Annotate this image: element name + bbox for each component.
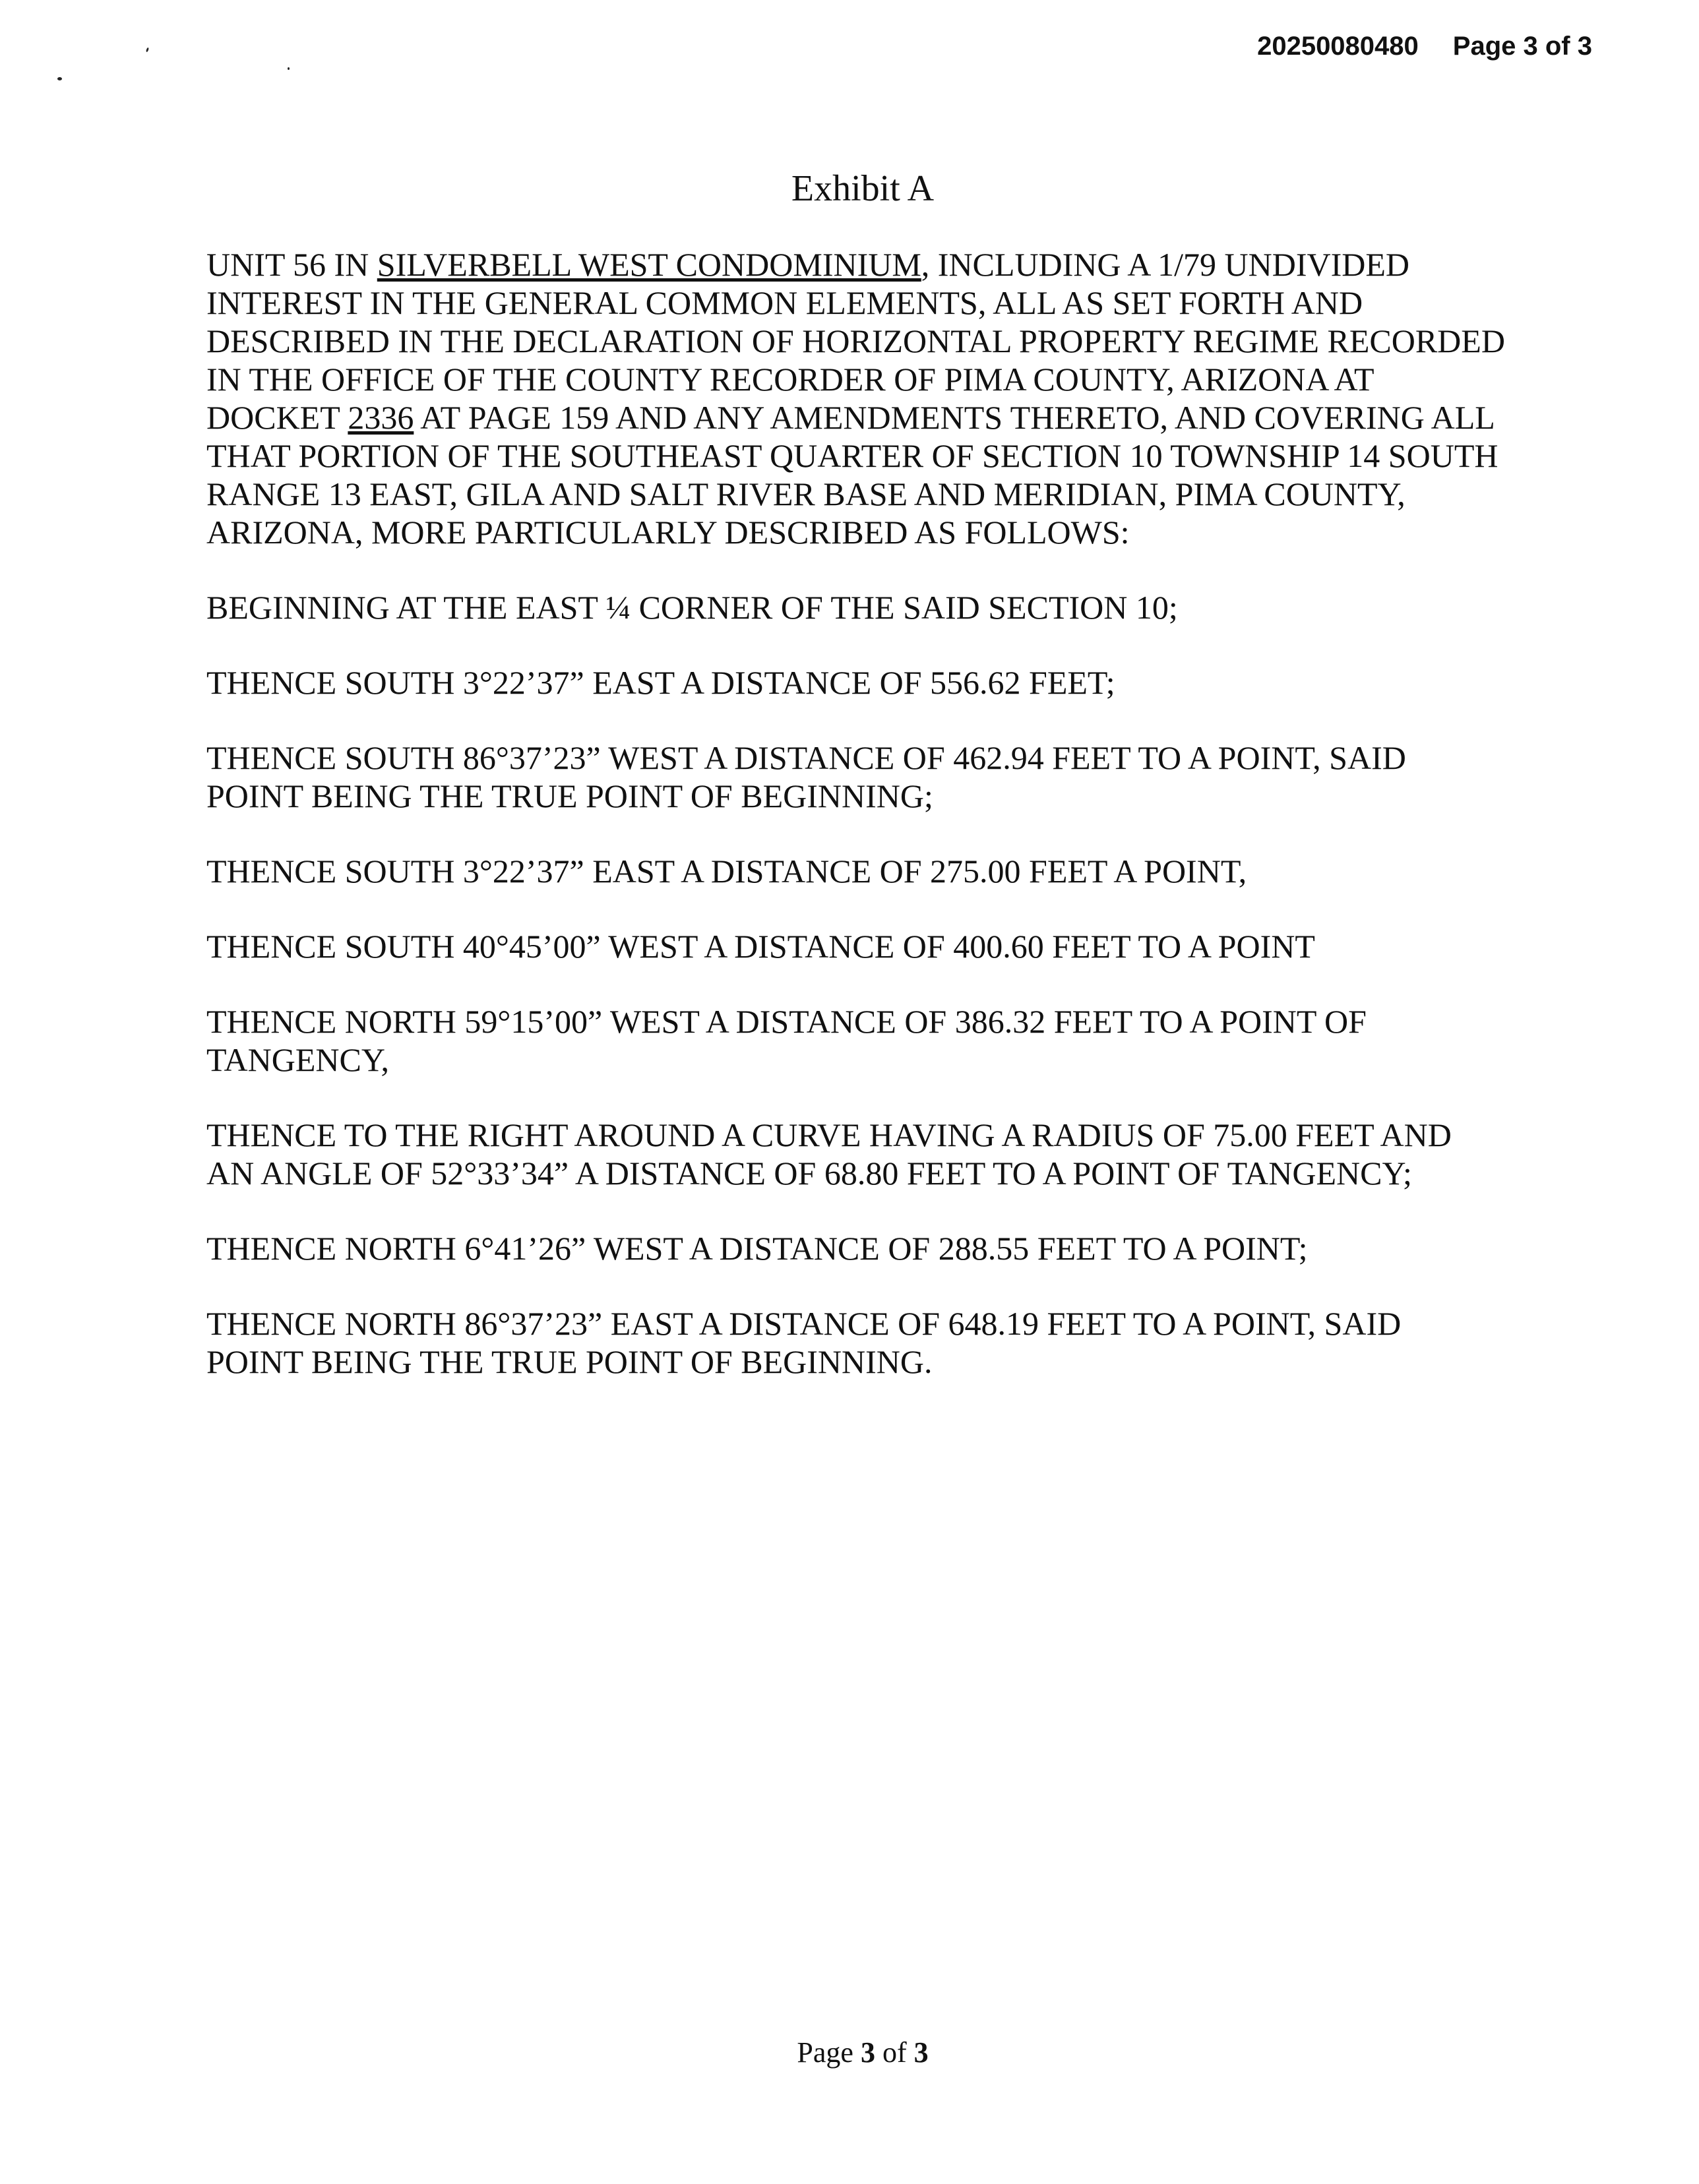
course-line: TANGENCY, [206,1041,390,1078]
course-line: THENCE NORTH 86°37’23” EAST A DISTANCE OF 648.19 FEET TO A POINT, SAID [206,1305,1402,1342]
intro-line: ARIZONA, MORE PARTICULARLY DESCRIBED AS FOLLOWS: [206,514,1130,551]
intro-line: THAT PORTION OF THE SOUTHEAST QUARTER OF SECTION 10 TOWNSHIP 14 SOUTH [206,437,1498,474]
course-paragraph [206,739,1539,815]
course-list [206,588,1539,1381]
intro-line: DESCRIBED IN THE DECLARATION OF HORIZONTAL PROPERTY REGIME RECORDED [206,322,1505,359]
course-paragraph [206,927,1539,965]
intro-line [206,245,1539,284]
course-line: THENCE SOUTH 40°45’00” WEST A DISTANCE OF 400.60 FEET TO A POINT [206,928,1315,965]
page-footer [0,2036,1699,2069]
course-paragraph [206,1002,1539,1079]
footer-of-word: of [875,2036,914,2069]
intro-line: IN THE OFFICE OF THE COUNTY RECORDER OF PIMA COUNTY, ARIZONA AT [206,361,1375,398]
footer-page-total: 3 [913,2036,929,2069]
course-line: POINT BEING THE TRUE POINT OF BEGINNING. [206,1343,933,1380]
scan-speck [146,47,149,53]
legal-description [206,245,1539,1418]
footer-page-word: Page [797,2036,861,2069]
scan-speck [57,77,62,80]
course-paragraph [206,588,1539,626]
document-number: 20250080480 [1257,32,1419,61]
course-paragraph [206,1229,1539,1267]
course-paragraph [206,852,1539,890]
course-paragraph [206,663,1539,702]
course-line: THENCE SOUTH 3°22’37” EAST A DISTANCE OF 275.00 FEET A POINT, [206,853,1247,890]
recording-header [1257,32,1592,61]
course-line: THENCE NORTH 6°41’26” WEST A DISTANCE OF 288.55 FEET TO A POINT; [206,1230,1308,1267]
course-line: THENCE SOUTH 86°37’23” WEST A DISTANCE OF 462.94 FEET TO A POINT, SAID [206,739,1406,776]
intro-line: RANGE 13 EAST, GILA AND SALT RIVER BASE AND MERIDIAN, PIMA COUNTY, [206,475,1406,512]
course-line: AN ANGLE OF 52°33’34” A DISTANCE OF 68.80 FEET TO A POINT OF TANGENCY; [206,1155,1412,1192]
intro-line [206,398,1539,437]
course-line: BEGINNING AT THE EAST ¼ CORNER OF THE SAID SECTION 10; [206,589,1178,626]
docket-number: 2336 [348,399,414,436]
course-line: THENCE TO THE RIGHT AROUND A CURVE HAVING A RADIUS OF 75.00 FEET AND [206,1116,1452,1153]
course-paragraph [206,1304,1539,1381]
course-paragraph [206,1116,1539,1192]
intro-text: UNIT 56 IN [206,246,377,283]
exhibit-title: Exhibit A [791,168,935,209]
course-line: POINT BEING THE TRUE POINT OF BEGINNING; [206,777,933,814]
course-line: THENCE NORTH 59°15’00” WEST A DISTANCE OF 386.32 FEET TO A POINT OF [206,1003,1367,1040]
intro-text: AT PAGE 159 AND ANY AMENDMENTS THERETO, AND COVERING ALL [414,399,1495,436]
intro-paragraph [206,245,1539,551]
intro-text: DOCKET [206,399,348,436]
course-line: THENCE SOUTH 3°22’37” EAST A DISTANCE OF 556.62 FEET; [206,664,1115,701]
condominium-name: SILVERBELL WEST CONDOMINIUM [377,246,921,283]
scan-speck [288,67,290,70]
intro-text: , INCLUDING A 1/79 UNDIVIDED [921,246,1410,283]
footer-page-current: 3 [860,2036,875,2069]
header-page-label: Page 3 of 3 [1452,32,1592,61]
intro-line: INTEREST IN THE GENERAL COMMON ELEMENTS, ALL AS SET FORTH AND [206,284,1363,321]
